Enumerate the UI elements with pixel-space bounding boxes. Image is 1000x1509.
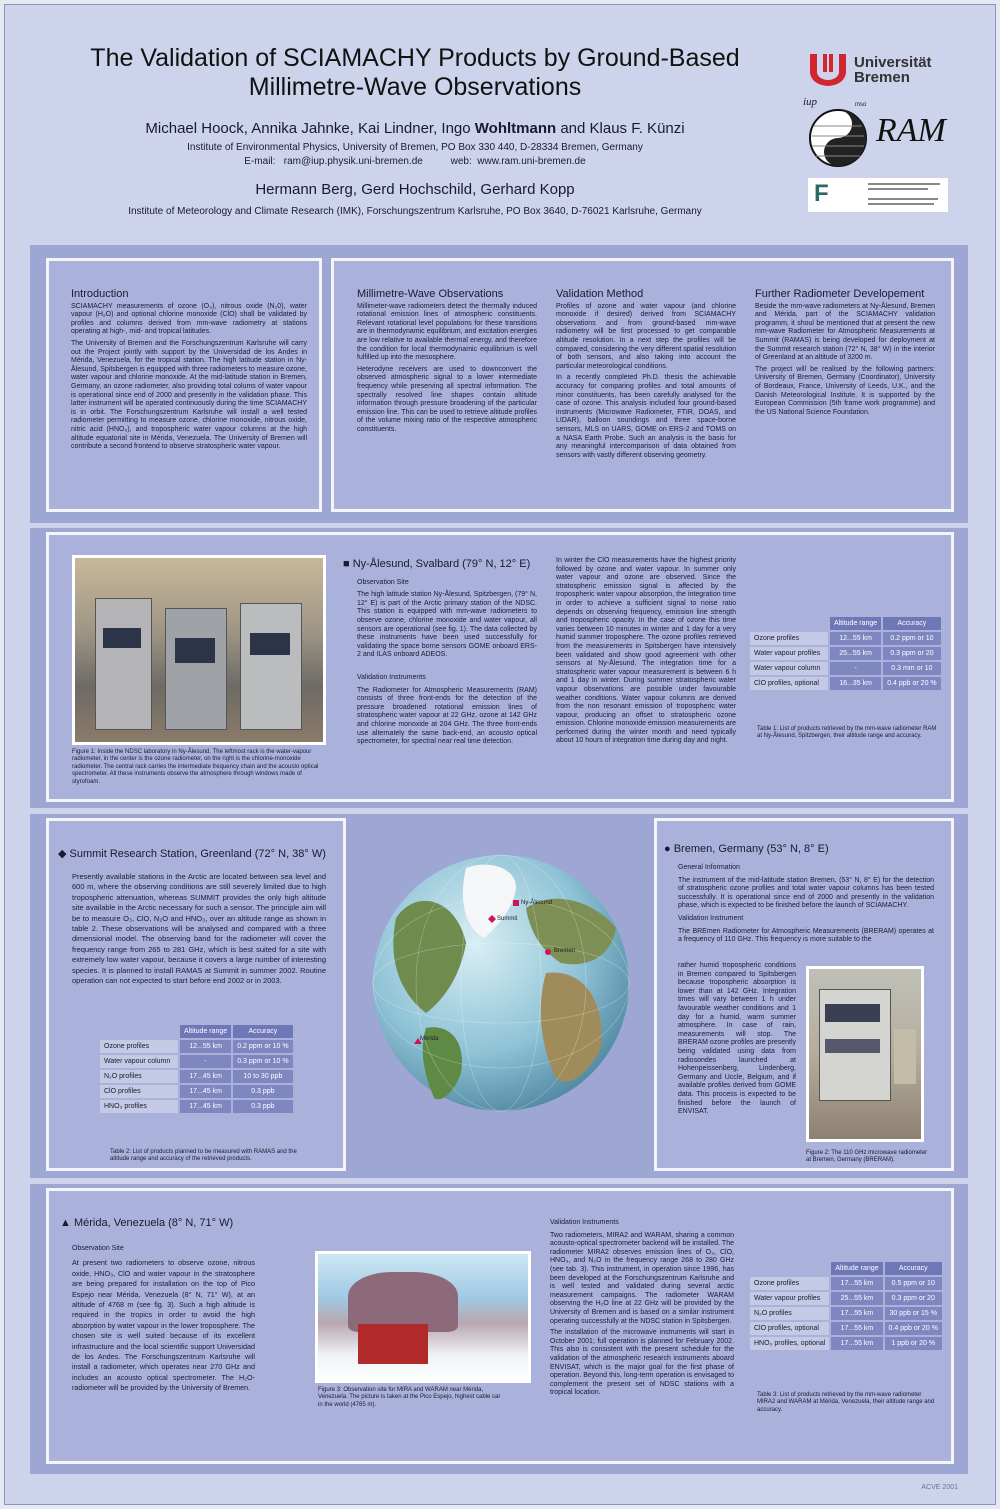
table-cell: ClO profiles, optional — [750, 677, 828, 690]
table-cell: Ozone profiles — [750, 632, 828, 645]
table-cell: 0.3 ppm or 20 — [883, 647, 940, 660]
authors-pre: Michael Hoock, Annika Jahnke, Kai Lindner, Ingo — [145, 120, 475, 137]
table-2-caption: Table 2: List of products planned to be measured with RAMAS and the altitude range and accuracy of the retrieved products. — [110, 1149, 297, 1163]
table-cell: 1 ppb or 20 % — [885, 1337, 942, 1350]
table-cell: HNO₃ profiles — [100, 1100, 178, 1113]
bremen-title-text: Bremen, Germany (53° N, 8° E) — [673, 843, 829, 855]
table-cell: 0.3 mm or 10 — [883, 662, 940, 675]
square-bullet-icon: ■ — [343, 558, 353, 570]
figure-3-photo — [315, 1251, 531, 1383]
intro-title: Introduction — [71, 288, 129, 300]
ny-sub1: Observation Site — [357, 578, 409, 586]
bremen-marker — [545, 949, 551, 955]
bremen-p2: The BREmen Radiometer for Atmospheric Measurements (BRERAM) operates at a frequency of 110 GHz. This frequency is more suitable to the — [678, 927, 934, 944]
table-cell: 16...35 km — [830, 677, 881, 690]
ny-sub2: Validation Instruments — [357, 673, 426, 681]
bremen-section — [664, 845, 938, 854]
ny-alesund-marker — [513, 900, 519, 906]
mso-text: mso — [855, 102, 867, 108]
merida-section-2 — [550, 1215, 734, 1401]
bremen-p1: The instrument of the mid-latitude station Bremen, (53° N, 8° E) for the detection of stratospheric ozone profiles and total water vapour columns has been tested successfully. It is operational since end of 2000 and presently in the validation phase, which is expected to be finished before the launch of SCIAMACHY. — [678, 876, 934, 910]
table-cell: Ozone profiles — [100, 1040, 178, 1053]
affiliation-bremen: Institute of Environmental Physics, University of Bremen, PO Box 330 440, D-28334 Bremen, Germany — [187, 142, 643, 153]
affiliation-karlsruhe: Institute of Meteorology and Climate Research (IMK), Forschungszentrum Karlsruhe, PO Box 3640, D-76021 Karlsruhe, Germany — [128, 206, 702, 217]
figure-2-caption: Figure 2: The 110 GHz microwave radiometer at Bremen, Germany (BRERAM). — [806, 1150, 928, 1164]
table-cell: 0.3 ppm or 10 % — [233, 1055, 292, 1068]
globe-map — [366, 848, 636, 1118]
iup-globe-icon — [806, 106, 870, 170]
merida-title-text: Mérida, Venezuela (8° N, 71° W) — [73, 1217, 234, 1229]
table-cell: 0.4 ppb or 20 % — [883, 677, 940, 690]
poster-title — [60, 44, 770, 102]
merida-sub1: Observation Site — [72, 1245, 124, 1252]
intro-p2: The University of Bremen and the Forschungszentrum Karlsruhe will carry out the Project jointly with support by the Universidad de los Andes in Mérida, Venezuela, for the tropical station. The high latitude station in Ny-Ålesund, Spitsbergen is equipped with three radiometers to measure ozone, water vapour and chlorine monoxide. At the mid-latitude station in Bremen, Germany, an ozone radiometer, also providing total colums of water vapour is operational since end of 2000 and presently in the validation phase. This latter instrument will be operated continuously during the time SCIAMACHY is in orbit. The Forschungszentrum Karlsruhe will install a well tested radiometer permitting to measure ozone, chlorine monoxide, nitrous oxide, nitric acid (HNO₃), and tropospheric water vapour columns at the high altitude equatorial site in Mérida, Venezuela. The University of Bremen will contribute a second frontend to observe stratospheric water vapour. — [71, 339, 307, 451]
table-cell: 12...55 km — [830, 632, 881, 645]
table-cell: 12...55 km — [180, 1040, 231, 1053]
table-row — [750, 1277, 942, 1290]
table-1 — [748, 615, 943, 692]
merida-title — [60, 1219, 300, 1228]
merida-p3: The installation of the microwave instruments will start in October 2001; full operation is planned for February 2002. This also is consistent with the present schedule for the validation of the atmospheric research instruments aboard ENVISAT, which is the major goal for the first phase of operation. Beyond this, long-term operation is envisaged to complement the present set of NDSC stations with a tropical location. — [550, 1329, 734, 1397]
table-row — [750, 1292, 942, 1305]
globe-label-summit: Summit — [497, 916, 518, 922]
table-2-header: Altitude range — [180, 1025, 231, 1038]
table-row — [750, 1322, 942, 1335]
merida-p1: At present two radiometers to observe ozone, nitrous oxide, HNO₃, ClO and water vapour in the stratosphere are being prepared for installation on the top of Pico Espejo near Mérida, Venezuela (8° N, 71° W), at an altitude of 4768 m (see fig. 3). Such a high altitude is required in the tropics in order to avoid the high absorption by water vapour in the lower troposphere. The chosen site is well suited because of its excellent infrastructure and the local scientific support Universidad de los Andes. The Forschungszentrum Karlsruhe will install a radiometer, which operates near 270 GHz and includes an acousto optical spectrometer. The H₂O-radiometer will be provided by the University of Bremen. — [72, 1258, 255, 1393]
ny-section-2 — [556, 557, 736, 749]
table-cell: 0.3 ppb — [233, 1100, 292, 1113]
circle-bullet-icon: ● — [664, 843, 674, 855]
ny-p1: The high latitude station Ny-Ålesund, Spitzbergen, (79° N, 12° E) is part of the Arctic primary station of the NDSC. This station is equipped with mm-wave radiometers to observe ozone, chlorine monoxide and water vapour, all sensors are operational (see fig. 1). The data collected by these instruments have been used successfully for validating the space borne sensors GOME onboard ERS-2 and ILAS onboard ADEOS. — [357, 591, 537, 659]
table-cell: 30 ppb or 15 % — [885, 1307, 942, 1320]
university-bremen-logo — [808, 52, 958, 92]
mmwave-p1: Millimeter-wave radiometers detect the thermally induced rotational emission lines of atmospheric constituents. Relevant rotational level populations for these transitions are in thermodynamic equilibrium, and excitation energies are low relative to available thermal energy, and therefore the condition for local thermodynamic equilibrium is well fulfilled up into the mesosphere. — [357, 302, 537, 362]
validation-section — [556, 290, 736, 463]
table-cell: HNO₃ profiles, optional — [750, 1337, 829, 1350]
validation-title: Validation Method — [556, 288, 644, 300]
intro-section — [71, 290, 307, 455]
table-cell: 25...55 km — [830, 647, 881, 660]
contact-line: E-mail: ram@iup.physik.uni-bremen.de web: www.ram.uni-bremen.de — [244, 156, 586, 167]
fzk-letter: F — [814, 180, 829, 207]
globe-label-merida: Mérida — [420, 1036, 439, 1042]
table-row — [100, 1055, 293, 1068]
ny-title-text: Ny-Ålesund, Svalbard (79° N, 12° E) — [352, 558, 531, 570]
table-cell: ClO profiles — [100, 1085, 178, 1098]
table-row — [750, 677, 941, 690]
uni-name-1: Universität — [854, 54, 932, 71]
ny-title — [343, 560, 537, 569]
iup-text: iup — [803, 96, 818, 108]
table-cell: 17...55 km — [831, 1307, 882, 1320]
ny-section — [343, 560, 537, 750]
merida-sub2: Validation Instruments — [550, 1219, 619, 1226]
table-3-caption: Table 3: List of products retrieved by the mm-wave radiometer MIRA2 and WARAM at Mérida, Venezuela, their altitude range and accuracy. — [757, 1392, 935, 1413]
summit-title — [58, 850, 326, 859]
title-line-1: The Validation of SCIAMACHY Products by Ground-Based — [90, 44, 740, 72]
merida-section — [60, 1219, 300, 1228]
intro-p1: SCIAMACHY measurements of ozone (O₃), nitrous oxide (N₂0), water vapour (H₂O) and optional chlorine monoxide (ClO) shall be validated by profiles and columns derived from mm-wave radiometry at stations operating at high-, mid- and tropical latitudes. — [71, 302, 307, 336]
table-3 — [748, 1260, 944, 1352]
table-cell: 17...45 km — [180, 1070, 231, 1083]
table-cell: 0.2 ppm or 10 % — [233, 1040, 292, 1053]
table-1-header: Accuracy — [883, 617, 940, 630]
uni-name-2: Bremen — [854, 69, 910, 86]
table-cell: 25...55 km — [831, 1292, 882, 1305]
figure-3-caption: Figure 3: Observation site for MIRA and WARAM near Mérida, Venezuela. The picture is taken at the Pico Espejo, highest cable car in the world (4765 m). — [318, 1387, 501, 1408]
table-1-caption: Table 1: List of products retrieved by the mm-wave radiometer RAM at Ny-Ålesund, Spitzbergen, their altitude range and accuracy. — [757, 726, 937, 740]
table-cell: 17...55 km — [831, 1277, 882, 1290]
table-row — [100, 1040, 293, 1053]
validation-p1: Profiles of ozone and water vapour (and chlorine monoxide if desired) derived from SCIAMACHY observations and from ground-based mm-wave radiometry will be first processed to get comparable altitude resolution. In a next step the profiles will be compared, considering the very different spatial resolution of both sensors, and also taking into account the particular meteorological conditions. — [556, 302, 736, 370]
bremen-sub2: Validation Instrument — [678, 914, 744, 922]
summit-title-text: Summit Research Station, Greenland (72° N, 38° W) — [69, 848, 326, 860]
fzk-logo — [808, 178, 948, 212]
triangle-bullet-icon: ▲ — [60, 1217, 74, 1229]
table-cell: 0.2 ppm or 10 — [883, 632, 940, 645]
authors-post: and Klaus F. Künzi — [556, 120, 685, 137]
figure-1-photo — [72, 555, 326, 745]
ram-logo: RAM — [876, 112, 946, 149]
table-cell: N₂O profiles — [100, 1070, 178, 1083]
bremen-p3: rather humid tropospheric conditions in Bremen compared to Spitsbergen because tropospheric absorption is lower than at 142 GHz. Integration times will vary between 1 h under favourable weather conditions and 1 day for a humid, warm summer atmosphere. In case of rain, measurements will stop. The BRERAM ozone profiles are presently being validated using data from radiosondes launched at Hohenpeissenberg, Lindenberg, Germany and Uccle, Belgium, and if available profiles derived from GOME data. This process is expected to be finished before the launch of ENVISAT. — [678, 962, 796, 1116]
table-3-header: Altitude range — [831, 1262, 882, 1275]
table-cell: Water vapour column — [100, 1055, 178, 1068]
table-row — [100, 1070, 293, 1083]
mmwave-p2: Heterodyne receivers are used to downconvert the observed atmospheric signal to a lower intermediate frequency while preserving all spectral information. The spectrally resolved line shapes contain altitude information through pressure broadening of the particular emission line. This can be used to retrieve altitude profiles of the volume mixing ratio of the respective atmospheric constituents. — [357, 365, 537, 433]
table-cell: 0.3 ppm or 20 — [885, 1292, 942, 1305]
table-cell: 0.5 ppm or 10 — [885, 1277, 942, 1290]
table-cell: 17...45 km — [180, 1085, 231, 1098]
footer-tag: ACVE 2001 — [921, 1484, 958, 1491]
further-section — [755, 290, 935, 420]
diamond-bullet-icon: ◆ — [58, 848, 70, 860]
table-cell: Water vapour profiles — [750, 647, 828, 660]
summit-panel — [46, 818, 346, 1171]
mmwave-section — [357, 290, 537, 438]
table-cell: Ozone profiles — [750, 1277, 829, 1290]
university-bremen-icon — [808, 52, 848, 88]
further-title: Further Radiometer Developement — [755, 288, 925, 300]
table-cell: N₂O profiles — [750, 1307, 829, 1320]
table-row — [750, 647, 941, 660]
summit-p1: Presently available stations in the Arctic are located between sea level and 600 m, where the observing conditions are still severely limited due to high tropospheric attenuation, whereas SUMMIT provides the only high altitude site available in the Arctic necessary for such a sensor. The principle aim will be to measure O₃, ClO, N₂O and HNO₃, over an altitude range as shown in table 2. These observations will be analysed and compared with a three dimensional model. The observing band for the radiometer will cover the frequency range from 265 to 281 GHz, which is best suited for a site with extremely low water vapour, because it covers a large number of interesting species. It is planned to install RAMAS at Summit in summer 2002. Routine operation can not expected to start before end 2002 or in 2003. — [72, 872, 326, 986]
bremen-body — [678, 860, 934, 948]
further-p2: The project will be realised by the following partners: University of Bremen, Germany (Coordinator), University of Bordeaux, France, University of Leeds, U.K., and the Danish Meteorological Institute. It is supported by the European Commission (5th frame work programme) and the US National Science Foundation. — [755, 365, 935, 416]
summit-body — [72, 872, 326, 989]
further-p1: Beside the mm-wave radiometers at Ny-Ålesund, Bremen and Mérida, part of the SCIAMACHY validation programm, it shoul be mentioned that at present the new mm-wave Radiometer for Atmospheric Measurements at Summit (RAMAS) is being developed for deployment at the Summit research station (72° N, 38° W) in the interior of Greenland at an altitude of 3200 m. — [755, 302, 935, 362]
table-1-header: Altitude range — [830, 617, 881, 630]
table-cell: ClO profiles, optional — [750, 1322, 829, 1335]
table-cell: Water vapour column — [750, 662, 828, 675]
table-row — [750, 1337, 942, 1350]
figure-2-photo — [806, 966, 924, 1142]
globe-label-ny: Ny-Ålesund — [521, 900, 553, 906]
table-cell: 10 to 30 ppb — [233, 1070, 292, 1083]
bremen-sub1: General Information — [678, 864, 740, 871]
table-2-header: Accuracy — [233, 1025, 292, 1038]
table-row — [100, 1100, 293, 1113]
table-cell: 17...55 km — [831, 1337, 882, 1350]
table-row — [750, 662, 941, 675]
merida-body — [72, 1240, 255, 1397]
ny-p2: The Radiometer for Atmospheric Measurements (RAM) consists of three front-ends for the detection of the pressure broadened rotational emission lines of stratospheric water vapour at 22 GHz, ozone at 142 GHz and chlorine monoxide at 204 GHz. The three front-ends use alternately the same back-end, an acousto optical spectrometer, for spectral near real time detection. — [357, 686, 537, 746]
bremen-title — [664, 845, 938, 854]
table-cell: 17...45 km — [180, 1100, 231, 1113]
validation-p2: In a recently completed Ph.D. thesis the achievable accuracy for comparing profiles and total amounts of minor constituents, has been carefully analysed for the case of ozone. This analysis included four ground-based instruments (Microwave Radiometer, FTIR, DOAS, and LIDAR), balloon soundings and three space-borne sensors, MLS on UARS, GOME on ERS-2 and TOMS on a NASA Earth Probe. Such an analysis is the basis for any meaningful intercomparison of data obtained from sensors with vastly different observing geometry. — [556, 374, 736, 459]
table-row — [100, 1085, 293, 1098]
table-cell: 17...55 km — [831, 1322, 882, 1335]
authors-bold: Wohltmann — [474, 120, 557, 137]
bremen-body-2 — [678, 962, 796, 1120]
table-cell: 0.3 ppb — [233, 1085, 292, 1098]
table-cell: 0.4 ppb or 20 % — [885, 1322, 942, 1335]
table-row — [750, 1307, 942, 1320]
table-cell: - — [830, 662, 881, 675]
figure-1-caption: Figure 1: Inside the NDSC laboratory in Ny-Ålesund. The leftmost rack is the water-vapour radiometer, in the center is the ozone radiometer, on the right is the chlorine-monoxide radiometer. The central rack carries the intermediate frequency chain and the acousto optical spectrometer. All these instruments observe the atmosphere through windows made of styrofoam. — [72, 749, 319, 785]
table-2 — [98, 1023, 295, 1115]
table-cell: Water vapour profiles — [750, 1292, 829, 1305]
table-3-header: Accuracy — [885, 1262, 942, 1275]
summit-section — [58, 850, 326, 859]
table-cell: - — [180, 1055, 231, 1068]
ny-p3: In winter the ClO measurements have the highest priority followed by ozone and water vapour. In summer only water vapour and ozone are observed. Since the stratospheric emission signal is affected by the tropospheric water vapour absorption, the integration time in order to achieve a sufficient signal to noise ratio depends on observing frequency, emission line strength and tropospheric opacity. In the case of ozone this time varies between 10 minutes in winter and 1 day for a very humid summer troposphere. The ozone profiles retrieved from the measurements in Spitsbergen have intensively been validated and show good agreement with other sensors at Ny-Ålesund. The integration time for a stratospheric water vapour measurement is between 6 h and 1 day in winter. During summer stratospheric water vapour observations are possible under favourable weather conditions. Water vapour columns are derived from the non resonant emission of tropospheric water vapour, producing an offset to stratospheric ozone emission. Chlorine monoxide emission measurements are performed during the winter month and need typically about 10 hours of integration time during day and night. — [556, 557, 736, 745]
globe-label-bremen: Bremen — [554, 948, 576, 954]
merida-p2: Two radiometers, MIRA2 and WARAM, sharing a common acousto-optical spectrometer backend will be installed. The radiometer MIRA2 observes emission lines of O₃, ClO, HNO₃, and N₂O in the frequency range 268 to 280 GHz (see tab. 3). This instrument, in operation since 1996, has been developed at the Forschungszentrum Karlsruhe and is well tested and validated during several arctic measurement campaigns. The radiometer WARAM observing the H₂O line at 22 GHz will be provided by the University of Bremen and is based on a similar instrument operating successfully at the NDSC station in Spitsbergen. — [550, 1231, 734, 1325]
mmwave-title: Millimetre-Wave Observations — [357, 288, 504, 300]
authors-bremen — [60, 120, 770, 137]
authors-karlsruhe: Hermann Berg, Gerd Hochschild, Gerhard Kopp — [255, 181, 575, 198]
title-line-2: Millimetre-Wave Observations — [248, 73, 582, 101]
table-row — [750, 632, 941, 645]
